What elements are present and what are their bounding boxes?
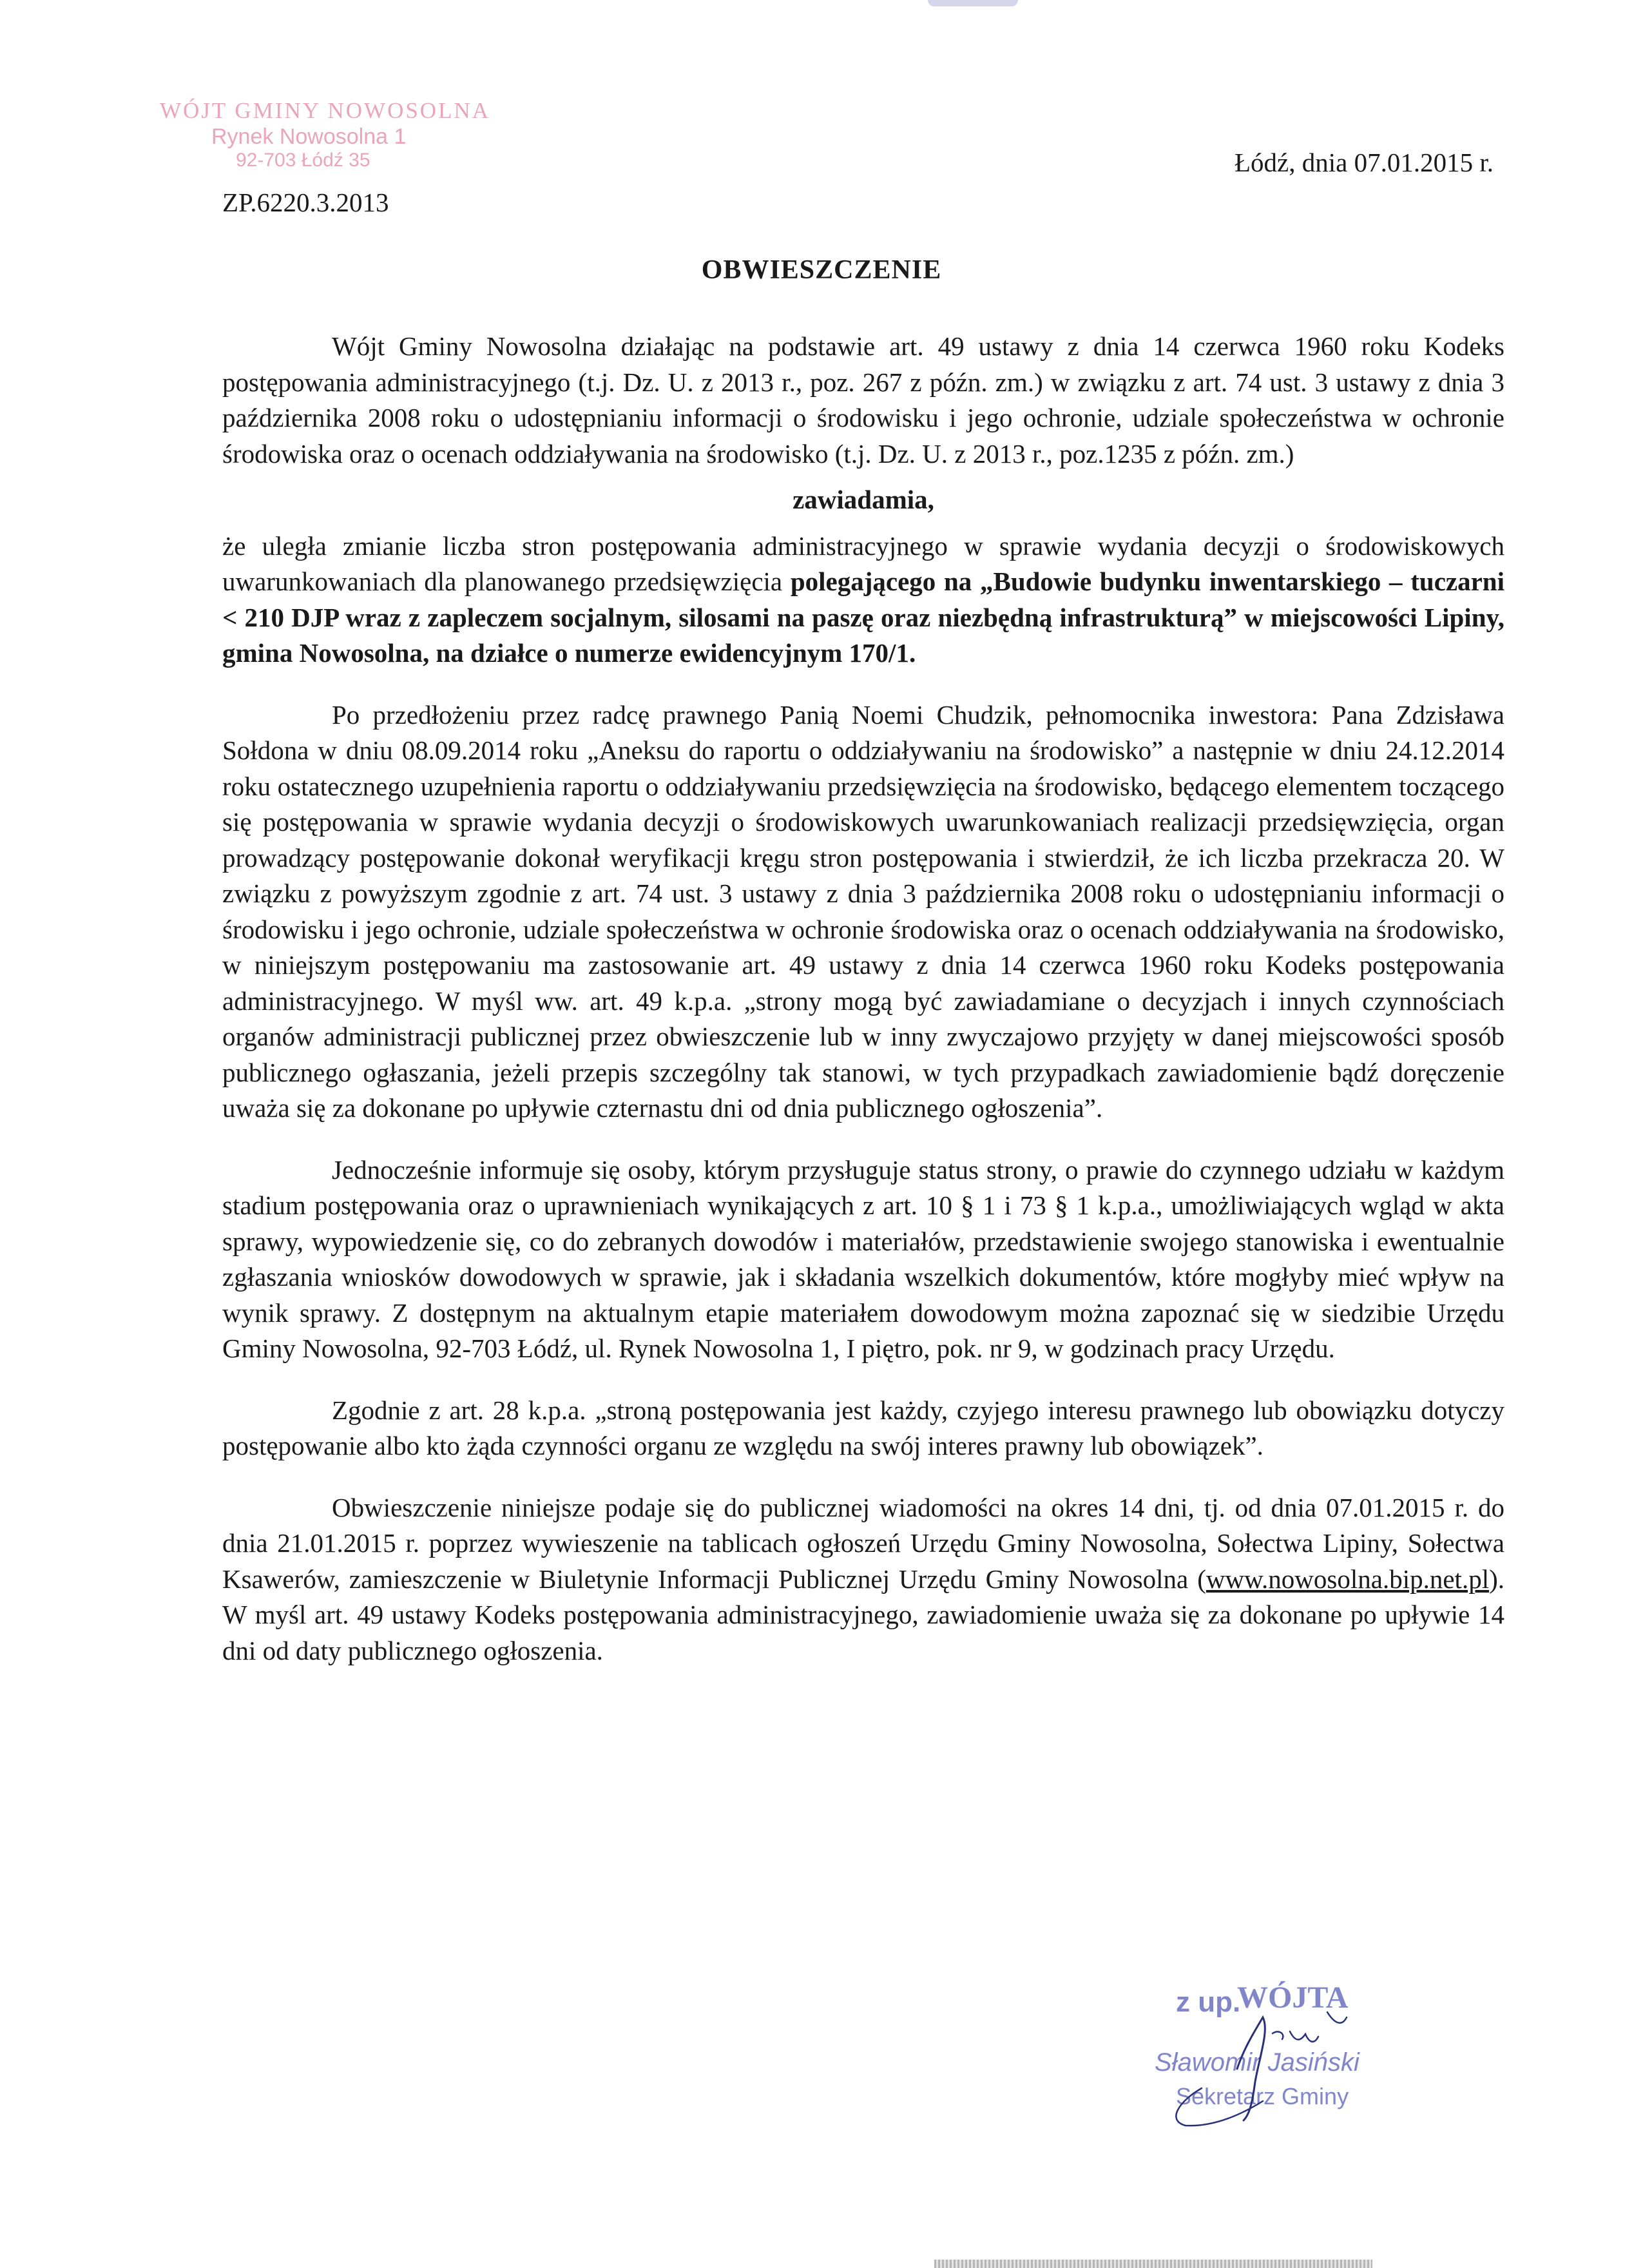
reference-number: ZP.6220.3.2013	[222, 188, 389, 217]
change-paragraph	[222, 528, 1504, 672]
paragraph-4-start: Obwieszczenie niniejsze podaje się do publicznej wiadomości na okres 14 dni, tj. od dnia 07.01.2015 r. do dnia 21.01.2015 r. poprzez wywieszenie na tablicach ogłoszeń Urzędu Gminy Nowosolna, Sołectwa Lipiny, Sołectwa Ksawerów, zamieszczenie w Biuletynie Informacji Publicznej Urzędu Gminy Nowosolna (	[222, 1492, 1504, 1594]
paragraph-4-end: ). W myśl art. 49 ustawy Kodeks postępowania administracyjnego, zawiadomienie uważa się za dokonane po upływie 14 dni od daty publicznego ogłoszenia.	[222, 1564, 1504, 1665]
signature-role: WÓJTA	[1237, 1981, 1349, 2015]
signature-title: Sekretarz Gminy	[1176, 2083, 1349, 2109]
intro-paragraph: Wójt Gminy Nowosolna działając na podstawie art. 49 ustawy z dnia 14 czerwca 1960 roku Kodeks postępowania administracyjnego (t.j. Dz. U. z 2013 r., poz. 267 z późn. zm.) w związku z art. 74 ust. 3 ustawy z dnia 3 października 2008 roku o udostępnianiu informacji o środowisku i jego ochronie, udziale społeczeństwa w ochronie środowiska oraz o ocenach oddziaływania na środowisko (t.j. Dz. U. z 2013 r., poz.1235 z późn. zm.)	[222, 331, 1504, 469]
handwritten-signature	[1140, 1972, 1417, 2127]
stamp-line-3: 92-703 Łódź 35	[236, 150, 370, 171]
announces-heading: zawiadamia,	[793, 485, 934, 514]
paragraph-1: Po przedłożeniu przez radcę prawnego Panią Noemi Chudzik, pełnomocnika inwestora: Pana Zdzisława Sołdona w dniu 08.09.2014 roku „Aneksu do raportu o oddziaływaniu na środowisko” a następnie w dniu 24.12.2014 roku ostatecznego uzupełnienia raportu o oddziaływaniu przedsięwzięcia na środowisko, będącego elementem toczącego się postępowania w sprawie wydania decyzji o środowiskowych uwarunkowaniach realizacji przedsięwzięcia, organ prowadzący postępowanie dokonał weryfikacji kręgu stron postępowania i stwierdził, że ich liczba przekracza 20. W związku z powyższym zgodnie z art. 74 ust. 3 ustawy z dnia 3 października 2008 roku o udostępnianiu informacji o środowisku i jego ochronie, udziale społeczeństwa w ochronie środowiska oraz o ocenach oddziaływania na środowisko, w niniejszym postępowaniu ma zastosowanie art. 49 ustawy z dnia 14 czerwca 1960 roku Kodeks postępowania administracyjnego. W myśl ww. art. 49 k.p.a. „strony mogą być zawiadamiane o decyzjach i innych czynnościach organów administracji publicznej przez obwieszczenie lub w inny zwyczajowo przyjęty w danej miejscowości sposób publicznego ogłaszania, jeżeli przepis szczególny tak stanowi, w tych przypadkach zawiadomienie bądź doręczenie uważa się za dokonane po upływie czternastu dni od dnia publicznego ogłoszenia”.	[222, 699, 1504, 1123]
place-date: Łódź, dnia 07.01.2015 r.	[1235, 148, 1494, 177]
paragraph-2: Jednocześnie informuje się osoby, którym przysługuje status strony, o prawie do czynnego udziału w każdym stadium postępowania oraz o uprawnieniach wynikających z art. 10 § 1 i 73 § 1 k.p.a., umożliwiających wgląd w akta sprawy, wypowiedzenie się, co do zebranych dowodów i materiałów, przedstawienie swojego stanowiska i ewentualnie zgłaszania wniosków dowodowych w sprawie, jak i składania wszelkich dokumentów, które mogłyby mieć wpływ na wynik sprawy. Z dostępnym na aktualnym etapie materiałem dowodowym można zapoznać się w siedzibie Urzędu Gminy Nowosolna, 92-703 Łódź, ul. Rynek Nowosolna 1, I piętro, pok. nr 9, w godzinach pracy Urzędu.	[222, 1154, 1504, 1363]
document-body	[222, 329, 1504, 1669]
stamp-line-1: WÓJT GMINY NOWOSOLNA	[160, 98, 491, 123]
change-plain-text: że uległa zmianie liczba stron postępowania administracyjnego w sprawie wydania decyzji o środowiskowych uwarunkowaniach dla planowanego przedsięwzięcia	[222, 530, 1504, 596]
signature-prefix: z up.	[1176, 1986, 1241, 2018]
stamp-line-2: Rynek Nowosolna 1	[211, 124, 407, 149]
signature-block	[1140, 1972, 1417, 2127]
document-title: OBWIESZCZENIE	[701, 255, 942, 285]
change-bold-text: polegającego na „Budowie budynku inwentarskiego – tuczarni < 210 DJP wraz z zapleczem socjalnym, silosami na paszę oraz niezbędną infrastrukturą” w miejscowości Lipiny, gmina Nowosolna, na działce o numerze ewidencyjnym 170/1.	[222, 567, 1504, 668]
scan-artifact-top	[928, 0, 1018, 6]
signature-name: Sławomir Jasiński	[1155, 2048, 1360, 2077]
paragraph-3: Zgodnie z art. 28 k.p.a. „stroną postępowania jest każdy, czyjego interesu prawnego lub obowiązku dotyczy postępowanie albo kto żąda czynności organu ze względu na swój interes prawny lub obowiązek”.	[222, 1395, 1504, 1460]
paragraph-4	[222, 1490, 1504, 1669]
scan-artifact-bottom	[934, 2260, 1372, 2268]
office-stamp	[160, 98, 521, 171]
bip-link[interactable]: www.nowosolna.bip.net.pl	[1206, 1564, 1490, 1594]
